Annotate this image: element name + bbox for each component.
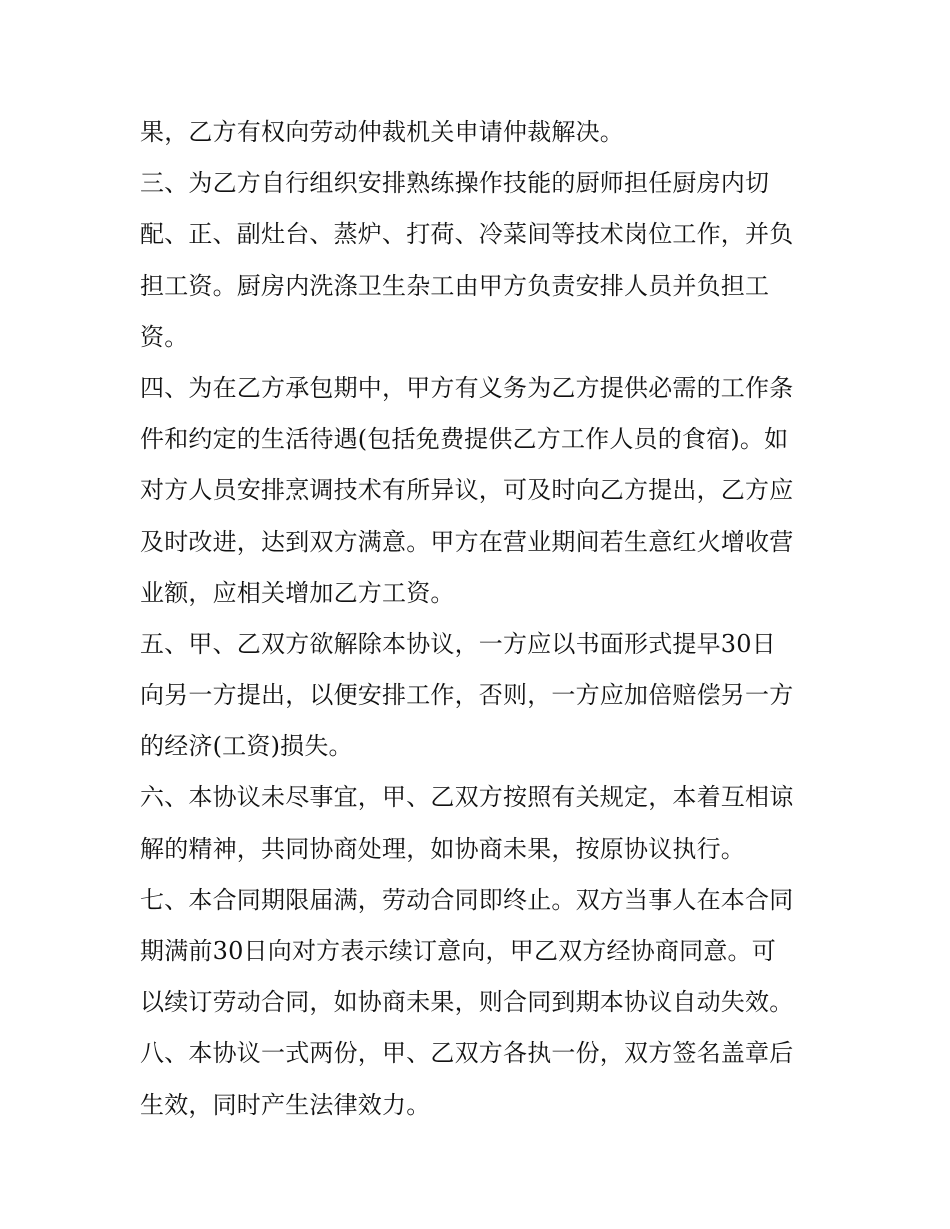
text-line: 解的精神，共同协商处理，如协商未果，按原协议执行。 (140, 834, 745, 863)
text-line: 生效，同时产生法律效力。 (140, 1090, 431, 1119)
text-line: 业额，应相关增加乙方工资。 (140, 578, 455, 607)
text-line: 八、本协议一式两份，甲、乙双方各执一份，双方签名盖章后 (140, 1039, 794, 1068)
text-line: 果，乙方有权向劳动仲裁机关申请仲裁解决。 (140, 118, 624, 146)
text-line: 对方人员安排烹调技术有所异议，可及时向乙方提出，乙方应 (140, 476, 794, 505)
text-line: 配、正、副灶台、蒸炉、打荷、冷菜间等技术岗位工作，并负 (140, 220, 794, 249)
text-line: 向另一方提出，以便安排工作，否则，一方应加倍赔偿另一方 (140, 681, 794, 710)
text-line: 七、本合同期限届满，劳动合同即终止。双方当事人在本合同 (140, 885, 794, 914)
text-line: 件和约定的生活待遇(包括免费提供乙方工作人员的食宿)。如 (140, 425, 789, 454)
text-line: 及时改进，达到双方满意。甲方在营业期间若生意红火增收营 (140, 527, 794, 556)
text-line: 资。 (140, 322, 189, 351)
text-line: 以续订劳动合同，如协商未果，则合同到期本协议自动失效。 (140, 988, 794, 1017)
text-line: 四、为在乙方承包期中，甲方有义务为乙方提供必需的工作条 (140, 373, 794, 402)
text-line: 期满前30日向对方表示续订意向，甲乙双方经协商同意。可 (140, 937, 776, 965)
contract-text-block (140, 107, 820, 1131)
text-line: 三、为乙方自行组织安排熟练操作技能的厨师担任厨房内切 (140, 169, 770, 198)
text-line: 六、本协议未尽事宜，甲、乙双方按照有关规定，本着互相谅 (140, 783, 794, 812)
text-line: 的经济(工资)损失。 (140, 732, 353, 761)
text-line: 担工资。厨房内洗涤卫生杂工由甲方负责安排人员并负担工 (140, 271, 770, 300)
text-line: 五、甲、乙双方欲解除本协议，一方应以书面形式提早30日 (140, 629, 776, 658)
